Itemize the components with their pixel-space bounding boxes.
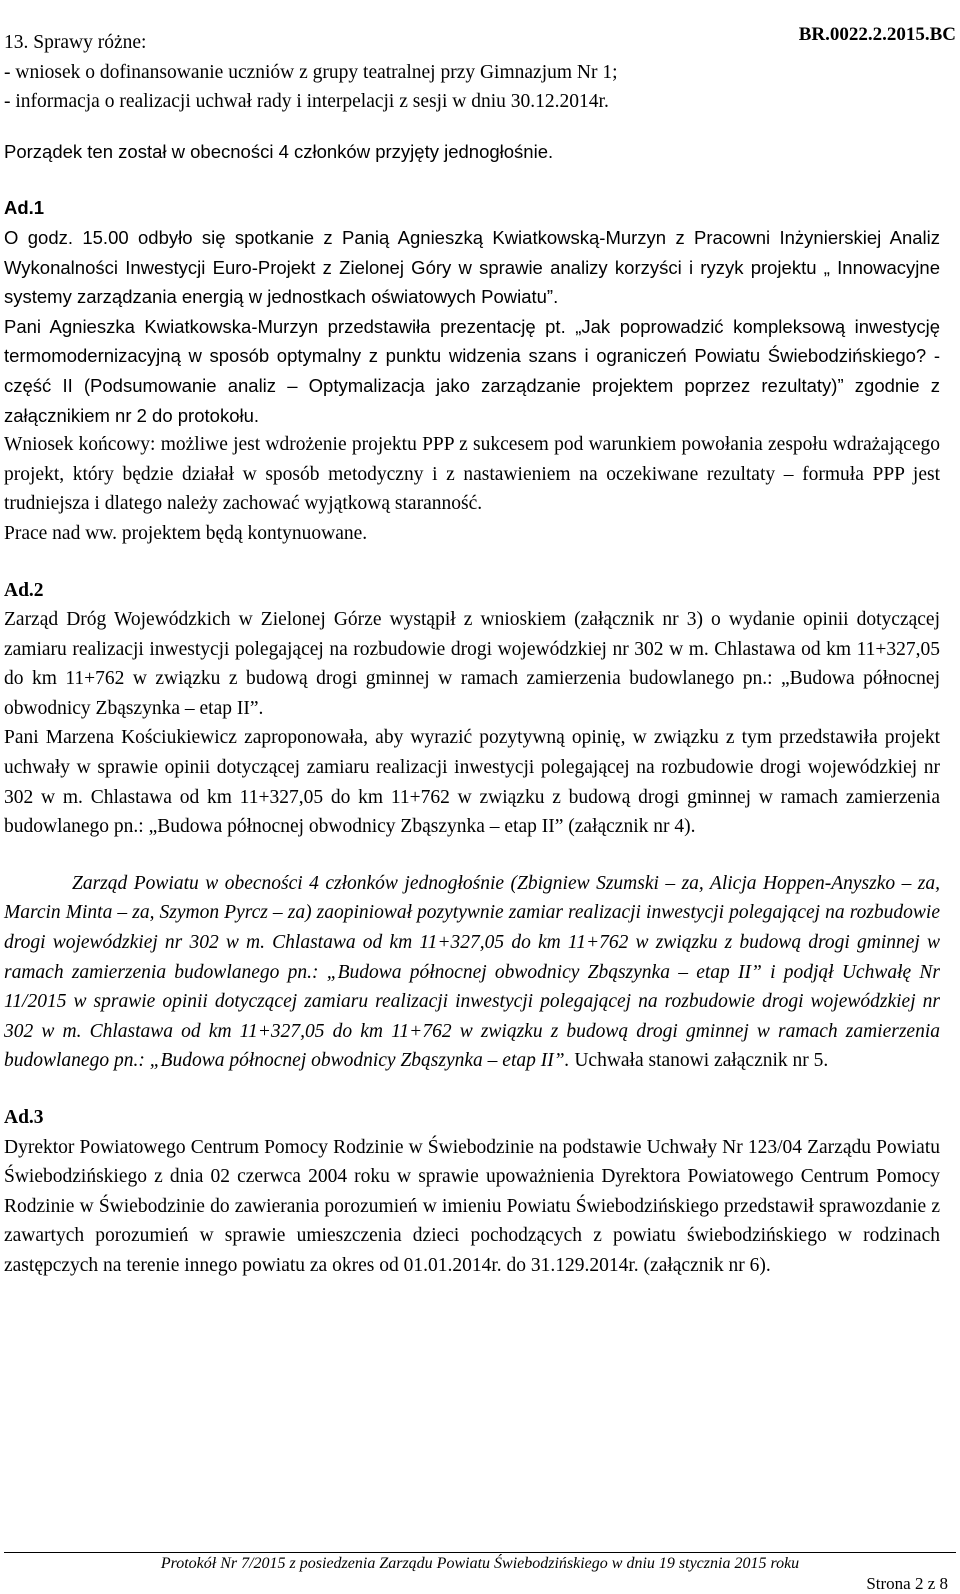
item-13-line-2: - informacja o realizacji uchwał rady i interpelacji z sesji w dniu 30.12.2014r. <box>4 91 609 113</box>
ad3-heading: Ad.3 <box>4 1107 44 1128</box>
ad2-resolution-paragraph <box>4 869 940 1076</box>
ad3-paragraph-1: Dyrektor Powiatowego Centrum Pomocy Rodzinie w Świebodzinie na podstawie Uchwały Nr 123/04 Zarządu Powiatu Świebodzińskiego z dnia 02 czerwca 2004 roku w sprawie upoważnienia Dyrektora Powiatowego Centrum Pomocy Rodzinie w Świebodzinie do zawierania porozumień w imieniu Powiatu Świebodzińskiego przedstawił sprawozdanie z zawartych porozumień w sprawie umieszczenia dzieci pochodzących z powiatu świebodzińskiego w rodzinach zastępczych na terenie innego powiatu za okres od 01.01.2014r. do 31.129.2014r. (załącznik nr 6). <box>4 1136 940 1276</box>
footer-text: Protokół Nr 7/2015 z posiedzenia Zarządu Powiatu Świebodzińskiego w dniu 19 stycznia 2015 roku <box>160 1555 800 1572</box>
agenda-accepted-text: Porządek ten został w obecności 4 członków przyjęty jednogłośnie. <box>4 140 554 162</box>
section-item-13 <box>4 28 940 166</box>
ad1-paragraph-3: Wniosek końcowy: możliwe jest wdrożenie projektu PPP z sukcesem pod warunkiem powołania zespołu wdrażającego projekt, który będzie działał w sposób metodyczny i z nastawieniem na oczekiwane rezultaty – formuła PPP jest trudniejsza i dlatego należy zachować wyjątkową staranność. <box>4 434 940 515</box>
ad2-paragraph-2: Pani Marzena Kościukiewicz zaproponowała, aby wyrazić pozytywną opinię, w związku z tym przedstawiła projekt uchwały w sprawie opinii dotyczącej zamiaru realizacji inwestycji polegającej na rozbudowie drogi wojewódzkiej nr 302 w m. Chlastawa od km 11+327,05 do km 11+762 w związku z budową drogi gminnej w ramach zamierzenia budowlanego pn.: „Budowa północnej obwodnicy Zbąszynka – etap II” (załącznik nr 4). <box>4 727 940 838</box>
ad2-resolution-text: Zarząd Powiatu w obecności 4 członków jednogłośnie (Zbigniew Szumski – za, Alicja Hoppen-Anyszko – za, Marcin Minta – za, Szymon Pyrcz – za) zaopiniował pozytywnie zamiar realizacji inwestycji polegającej na rozbudowie drogi wojewódzkiej nr 302 w m. Chlastawa od km 11+327,05 do km 11+762 w związku z budową drogi gminnej w ramach zamierzenia budowlanego pn.: „Budowa północnej obwodnicy Zbąszynka – etap II” i podjął Uchwałę Nr 11/2015 w sprawie opinii dotyczącej zamiaru realizacji inwestycji polegającej na rozbudowie drogi wojewódzkiej nr 302 w m. Chlastawa od km 11+327,05 do km 11+762 w związku z budową drogi gminnej w ramach zamierzenia budowlanego pn.: „Budowa północnej obwodnicy Zbąszynka – etap II”. <box>4 872 940 1072</box>
ad2-heading: Ad.2 <box>4 579 44 601</box>
document-body <box>4 28 940 1281</box>
item-13-title: 13. Sprawy różne: <box>4 32 147 53</box>
section-ad1 <box>4 193 940 548</box>
ad1-paragraph-1: O godz. 15.00 odbyło się spotkanie z Panią Agnieszką Kwiatkowską-Murzyn z Pracowni Inżynierskiej Analiz Wykonalności Inwestycji Euro-Projekt z Zielonej Góry w sprawie analizy korzyści i ryzyk projektu „ Innowacyjne systemy zarządzania energią w jednostkach oświatowych Powiatu”. <box>4 226 940 308</box>
section-ad3 <box>4 1103 940 1281</box>
item-13-line-1: - wniosek o dofinansowanie uczniów z grupy teatralnej przy Gimnazjum Nr 1; <box>4 61 618 83</box>
page-footer <box>4 1552 956 1573</box>
page-number: Strona 2 z 8 <box>866 1574 948 1593</box>
ad2-resolution-attachment: Uchwała stanowi załącznik nr 5. <box>569 1050 829 1072</box>
ad1-paragraph-4: Prace nad ww. projektem będą kontynuowane. <box>4 522 368 544</box>
ad2-paragraph-1: Zarząd Dróg Wojewódzkich w Zielonej Górze wystąpił z wnioskiem (załącznik nr 3) o wydanie opinii dotyczącej zamiaru realizacji inwestycji polegającej na rozbudowie drogi wojewódzkiej nr 302 w m. Chlastawa od km 11+327,05 do km 11+762 w związku z budową drogi gminnej w ramach zamierzenia budowlanego pn.: „Budowa północnej obwodnicy Zbąszynka – etap II”. <box>4 609 940 719</box>
section-ad2 <box>4 576 940 1077</box>
document-id: BR.0022.2.2015.BC <box>798 24 956 45</box>
ad1-paragraph-2: Pani Agnieszka Kwiatkowska-Murzyn przedstawiła prezentację pt. „Jak poprowadzić kompleksową inwestycję termomodernizacyjną w sposób optymalny z punktu widzenia szans i ograniczeń Powiatu Świebodzińskiego? - część II (Podsumowanie analiz – Optymalizacja jako zarządzanie projektem poprzez rezultaty)” zgodnie z załącznikiem nr 2 do protokołu. <box>4 315 940 426</box>
ad1-heading: Ad.1 <box>4 197 45 219</box>
